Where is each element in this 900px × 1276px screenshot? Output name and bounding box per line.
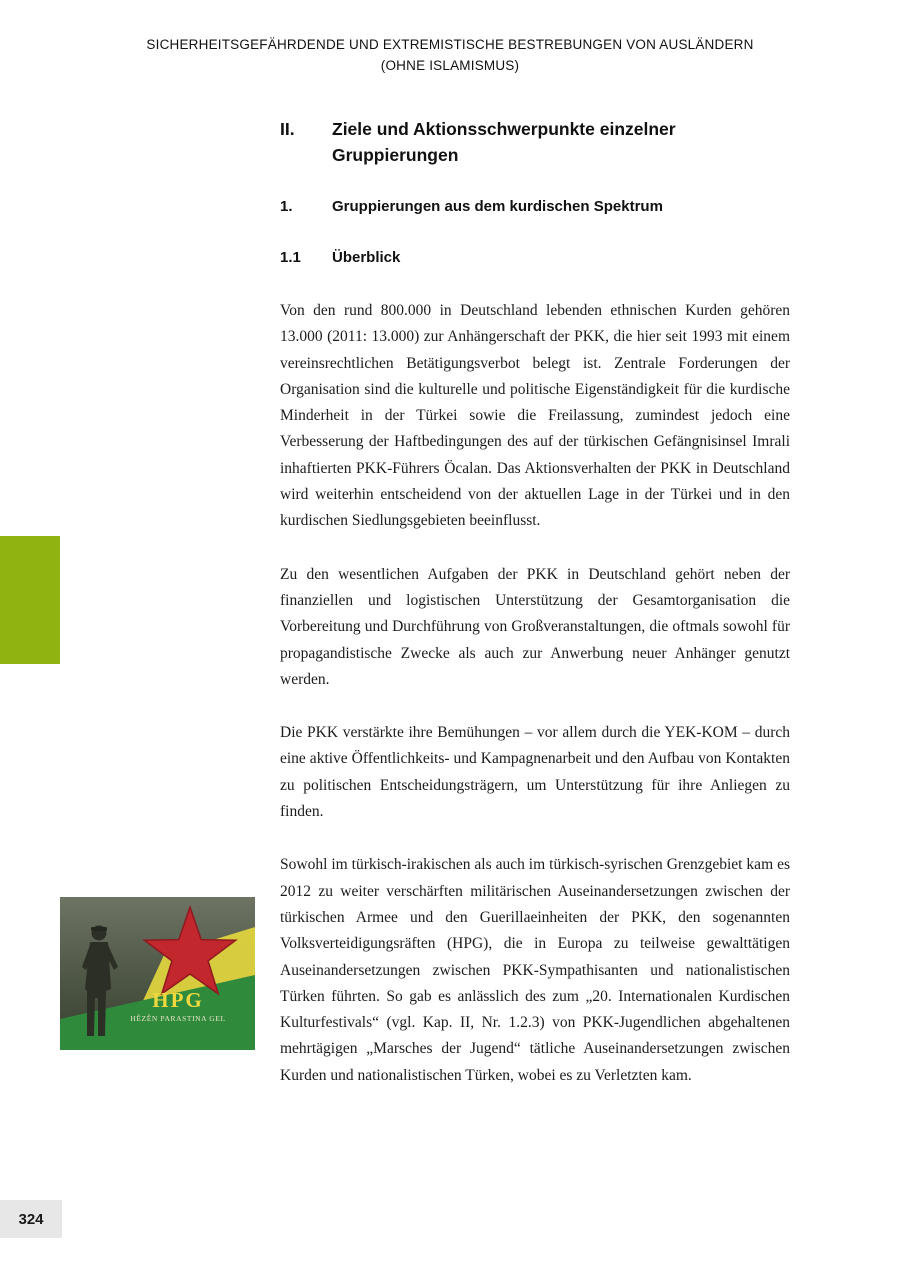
section-heading	[280, 196, 790, 218]
report-header	[0, 34, 900, 76]
page-number-block	[0, 1200, 62, 1238]
report-header-line1: SICHERHEITSGEFÄHRDENDE UND EXTREMISTISCHE BESTREBUNGEN VON AUSLÄNDERN	[146, 37, 754, 52]
report-header-line2: (OHNE ISLAMISMUS)	[380, 58, 520, 73]
flag-title-text: HPG	[152, 988, 204, 1012]
subsection-heading-text: Überblick	[332, 249, 401, 266]
chapter-marker-tab	[0, 536, 60, 664]
chapter-heading	[280, 116, 790, 168]
chapter-heading-number: II.	[280, 119, 295, 139]
body-paragraph: Sowohl im türkisch-irakischen als auch im türkisch-syrischen Grenzgebiet kam es 2012 zu weiter verschärften militärischen Auseinandersetzungen zwischen der türkischen Armee und den Guerillaeinheiten der PKK, den sogenannten Volksverteidigungsräften (HPG), die in Europa zu teilweise gewalttätigen Auseinandersetzungen zwischen PKK-Sympathisanten und nationalistischen Türken führten. So gab es anlässlich des zum „20. Internationalen Kurdischen Kulturfestivals“ (vgl. Kap. II, Nr. 1.2.3) von PKK-Jugendlichen abgehaltenen mehrtägigen „Marsches der Jugend“ tätliche Auseinandersetzungen zwischen Kurden und nationalistischen Türken, wobei es zu Verletzten kam.	[280, 856, 790, 1084]
body-paragraph: Die PKK verstärkte ihre Bemühungen – vor allem durch die YEK-KOM – durch eine aktive Öffentlichkeits- und Kampagnenarbeit und den Aufbau von Kontakten zu politischen Entscheidungsträgern, um Unterstützung für ihre Anliegen zu finden.	[280, 724, 790, 821]
section-heading-text: Gruppierungen aus dem kurdischen Spektrum	[332, 198, 663, 215]
section-heading-number: 1.	[280, 198, 293, 215]
subsection-heading-number: 1.1	[280, 249, 301, 266]
body-paragraph: Zu den wesentlichen Aufgaben der PKK in Deutschland gehört neben der finanziellen und logistischen Unterstützung der Gesamtorganisation die Vorbereitung und Durchführung von Großveranstaltungen, die oftmals sowohl für propagandistische Zwecke als auch zur Anwerbung neuer Anhänger genutzt werden.	[280, 565, 790, 688]
body-paragraph: Von den rund 800.000 in Deutschland lebenden ethnischen Kurden gehören 13.000 (2011: 13.000) zur Anhängerschaft der PKK, die hier seit 1993 mit einem vereinsrechtlichen Betätigungsverbot belegt ist. Zentrale Forderungen der Organisation sind die kulturelle und politische Eigenständigkeit für die kurdische Minderheit in der Türkei sowie die Freilassung, zumindest jedoch eine Verbesserung der Haftbedingungen des auf der türkischen Gefängnisinsel Imrali inhaftierten PKK-Führers Öcalan. Das Aktionsverhalten der PKK in Deutschland wird weiterhin entscheidend von der aktuellen Lage in der Türkei und in den kurdischen Siedlungsgebieten beeinflusst.	[280, 302, 790, 530]
subsection-heading	[280, 247, 790, 269]
hpg-flag-image	[60, 897, 255, 1049]
main-text-column	[280, 116, 790, 1116]
chapter-heading-text: Ziele und Aktionsschwerpunkte einzelner Gruppierungen	[332, 119, 676, 165]
page-number: 324	[18, 1210, 44, 1228]
flag-subtitle-text: HÊZÊN PARASTINA GEL	[130, 1014, 226, 1023]
